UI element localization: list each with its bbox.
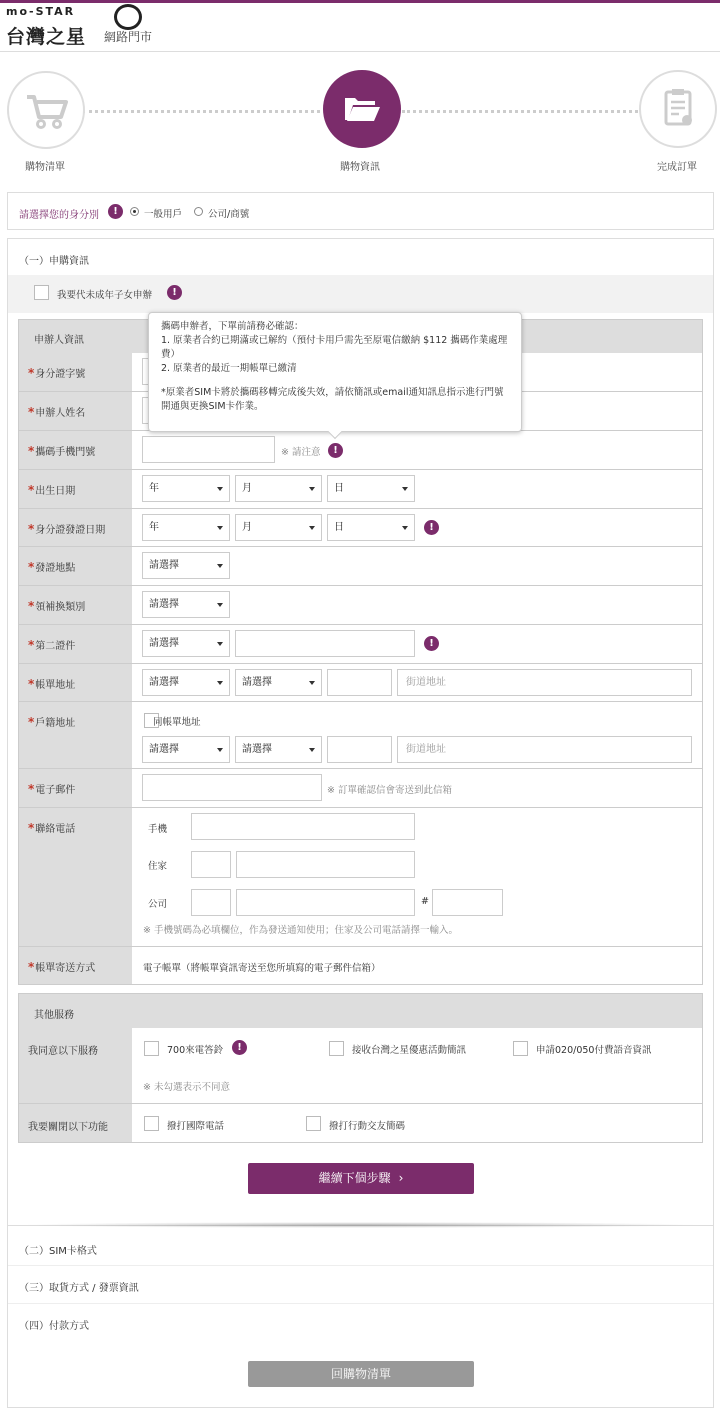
bill-district-select[interactable]: 請選擇 [235,669,322,696]
bill-delivery-label: *帳單寄送方式 [28,960,96,974]
row-divider [19,508,702,509]
birthday-month-select[interactable]: 月 [235,475,322,502]
radio-company[interactable] [194,207,203,216]
issue-day-select[interactable]: 日 [327,514,415,541]
phone-label: *聯絡電話 [28,821,76,835]
tooltip-line: 2. 原業者的最近一期帳單已繳清 [161,363,297,374]
phone-note: ※ 手機號碼為必填欄位，作為發送通知使用；住家及公司電話請擇一輸入。 [143,925,458,936]
household-zip-input[interactable] [327,736,392,763]
household-district-select[interactable]: 請選擇 [235,736,322,763]
phone-mobile-input[interactable] [191,813,415,840]
household-street-input[interactable]: 街道地址 [397,736,692,763]
phone-ext-hash: # [421,896,429,907]
bill-city-select[interactable]: 請選擇 [142,669,230,696]
section3-title[interactable]: （三）取貨方式 / 發票資訊 [19,1283,139,1294]
close-dating-checkbox[interactable] [306,1116,321,1131]
radio-personal[interactable] [130,207,139,216]
step-connector [402,110,638,113]
row-divider [19,546,702,547]
row-divider [19,946,702,947]
agree-sms-label: 接收台灣之星優惠活動簡訊 [352,1045,467,1056]
clipboard-icon [641,72,715,146]
agree-ringback-checkbox[interactable] [144,1041,159,1056]
row-divider [19,585,702,586]
port-note: ※ 請注意 [281,447,321,458]
second-id-select[interactable]: 請選擇 [142,630,230,657]
id-number-label: *身分證字號 [28,366,86,380]
row-divider [8,1265,713,1266]
issue-type-label: *領補換類別 [28,599,86,613]
phone-home-input[interactable] [236,851,415,878]
phone-ext-input[interactable] [432,889,503,916]
step-cart-circle [7,71,85,149]
issue-place-label: *發證地點 [28,560,76,574]
radio-personal-label: 一般用戶 [144,209,183,220]
agree-voice-label: 申請020/050付費語音資訊 [536,1045,652,1056]
ringback-info-icon[interactable]: ! [232,1040,247,1055]
birthday-label: *出生日期 [28,483,76,497]
second-id-info-icon[interactable]: ! [424,636,439,651]
phone-home-area-input[interactable] [191,851,231,878]
row-divider [19,624,702,625]
tooltip-line: 攜碼申辦者，下單前請務必確認： [161,321,304,332]
minor-info-icon[interactable]: ! [167,285,182,300]
logo-subtitle: 網路門市 [104,30,153,44]
radio-company-label: 公司/商號 [208,209,250,220]
row-divider [19,807,702,808]
row-divider [8,1303,713,1304]
port-number-label: *攜碼手機門號 [28,444,96,458]
agree-label: 我同意以下服務 [28,1046,98,1057]
row-divider [19,1103,702,1104]
bill-address-label: *帳單地址 [28,677,76,691]
name-label: *申辦人姓名 [28,405,86,419]
step-label-done: 完成訂單 [657,162,697,173]
agree-note: ※ 未勾選表示不同意 [143,1082,230,1093]
section4-title[interactable]: （四）付款方式 [19,1321,89,1332]
minor-label: 我要代未成年子女申辦 [57,290,153,301]
bill-delivery-value: 電子帳單（將帳單資訊寄送至您所填寫的電子郵件信箱） [143,963,381,974]
step-label-info: 購物資訊 [340,162,380,173]
tooltip-line: *原業者SIM卡將於攜碼移轉完成後失效，請依簡訊或email通知訊息指示進行門號開通與更換SIM卡作業。 [161,387,504,412]
email-label: *電子郵件 [28,782,76,796]
issue-place-select[interactable]: 請選擇 [142,552,230,579]
issue-month-select[interactable]: 月 [235,514,322,541]
household-address-label: *戶籍地址 [28,715,76,729]
step-connector [82,110,320,113]
identity-prompt: 請選擇您的身分別 [19,210,99,221]
other-header [19,994,702,1028]
close-intl-label: 撥打國際電話 [167,1121,225,1132]
cart-icon [9,73,83,147]
folder-icon [325,72,399,146]
agree-voice-checkbox[interactable] [513,1041,528,1056]
phone-company-area-input[interactable] [191,889,231,916]
phone-mobile-label: 手機 [148,824,168,835]
phone-home-label: 住家 [148,861,168,872]
other-title: 其他服務 [34,1010,74,1021]
section1-title: （一）申購資訊 [19,256,89,267]
email-note: ※ 訂單確認信會寄送到此信箱 [327,785,452,796]
email-input[interactable] [142,774,322,801]
second-id-input[interactable] [235,630,415,657]
close-intl-checkbox[interactable] [144,1116,159,1131]
row-divider [19,768,702,769]
issue-year-select[interactable]: 年 [142,514,230,541]
phone-company-label: 公司 [148,899,168,910]
section-shadow [20,1222,700,1228]
port-number-input[interactable] [142,436,275,463]
row-divider [19,469,702,470]
issue-date-label: *身分證發證日期 [28,522,106,536]
brand-logo[interactable]: 台灣之星 [6,26,87,48]
applicant-title: 申辦人資訊 [34,335,84,346]
step-done-circle [639,70,717,148]
close-label: 我要關閉以下功能 [28,1122,108,1133]
tooltip-spacer [161,376,509,386]
row-divider [19,701,702,702]
back-to-cart-button[interactable]: 回購物清單 [248,1361,474,1387]
section2-title[interactable]: （二）SIM卡格式 [19,1246,97,1257]
step-label-cart: 購物清單 [25,162,65,173]
bill-zip-input[interactable] [327,669,392,696]
row-divider [19,663,702,664]
close-dating-label: 撥打行動交友簡碼 [329,1121,406,1132]
logo-face-icon [114,4,142,30]
minor-checkbox[interactable] [34,285,49,300]
step-info-circle [323,70,401,148]
household-city-select[interactable]: 請選擇 [142,736,230,763]
second-id-label: *第二證件 [28,638,76,652]
next-step-button[interactable]: 繼續下個步驟 › [248,1163,474,1194]
issue-date-info-icon[interactable]: ! [424,520,439,535]
agree-ringback-label: 700來電答鈴 [167,1045,224,1056]
agree-sms-checkbox[interactable] [329,1041,344,1056]
port-tooltip [148,312,522,432]
birthday-year-select[interactable]: 年 [142,475,230,502]
identity-info-icon[interactable]: ! [108,204,123,219]
logo-small-text: mo-STAR [6,5,76,18]
issue-type-select[interactable]: 請選擇 [142,591,230,618]
bill-street-input[interactable]: 街道地址 [397,669,692,696]
same-as-bill-label: 同帳單地址 [153,717,201,728]
birthday-day-select[interactable]: 日 [327,475,415,502]
phone-company-input[interactable] [236,889,415,916]
port-info-icon[interactable]: ! [328,443,343,458]
tooltip-line: 1. 原業者合約已期滿或已解約（預付卡用戶需先至原電信繳納 $112 攜碼作業處理費） [161,335,508,360]
